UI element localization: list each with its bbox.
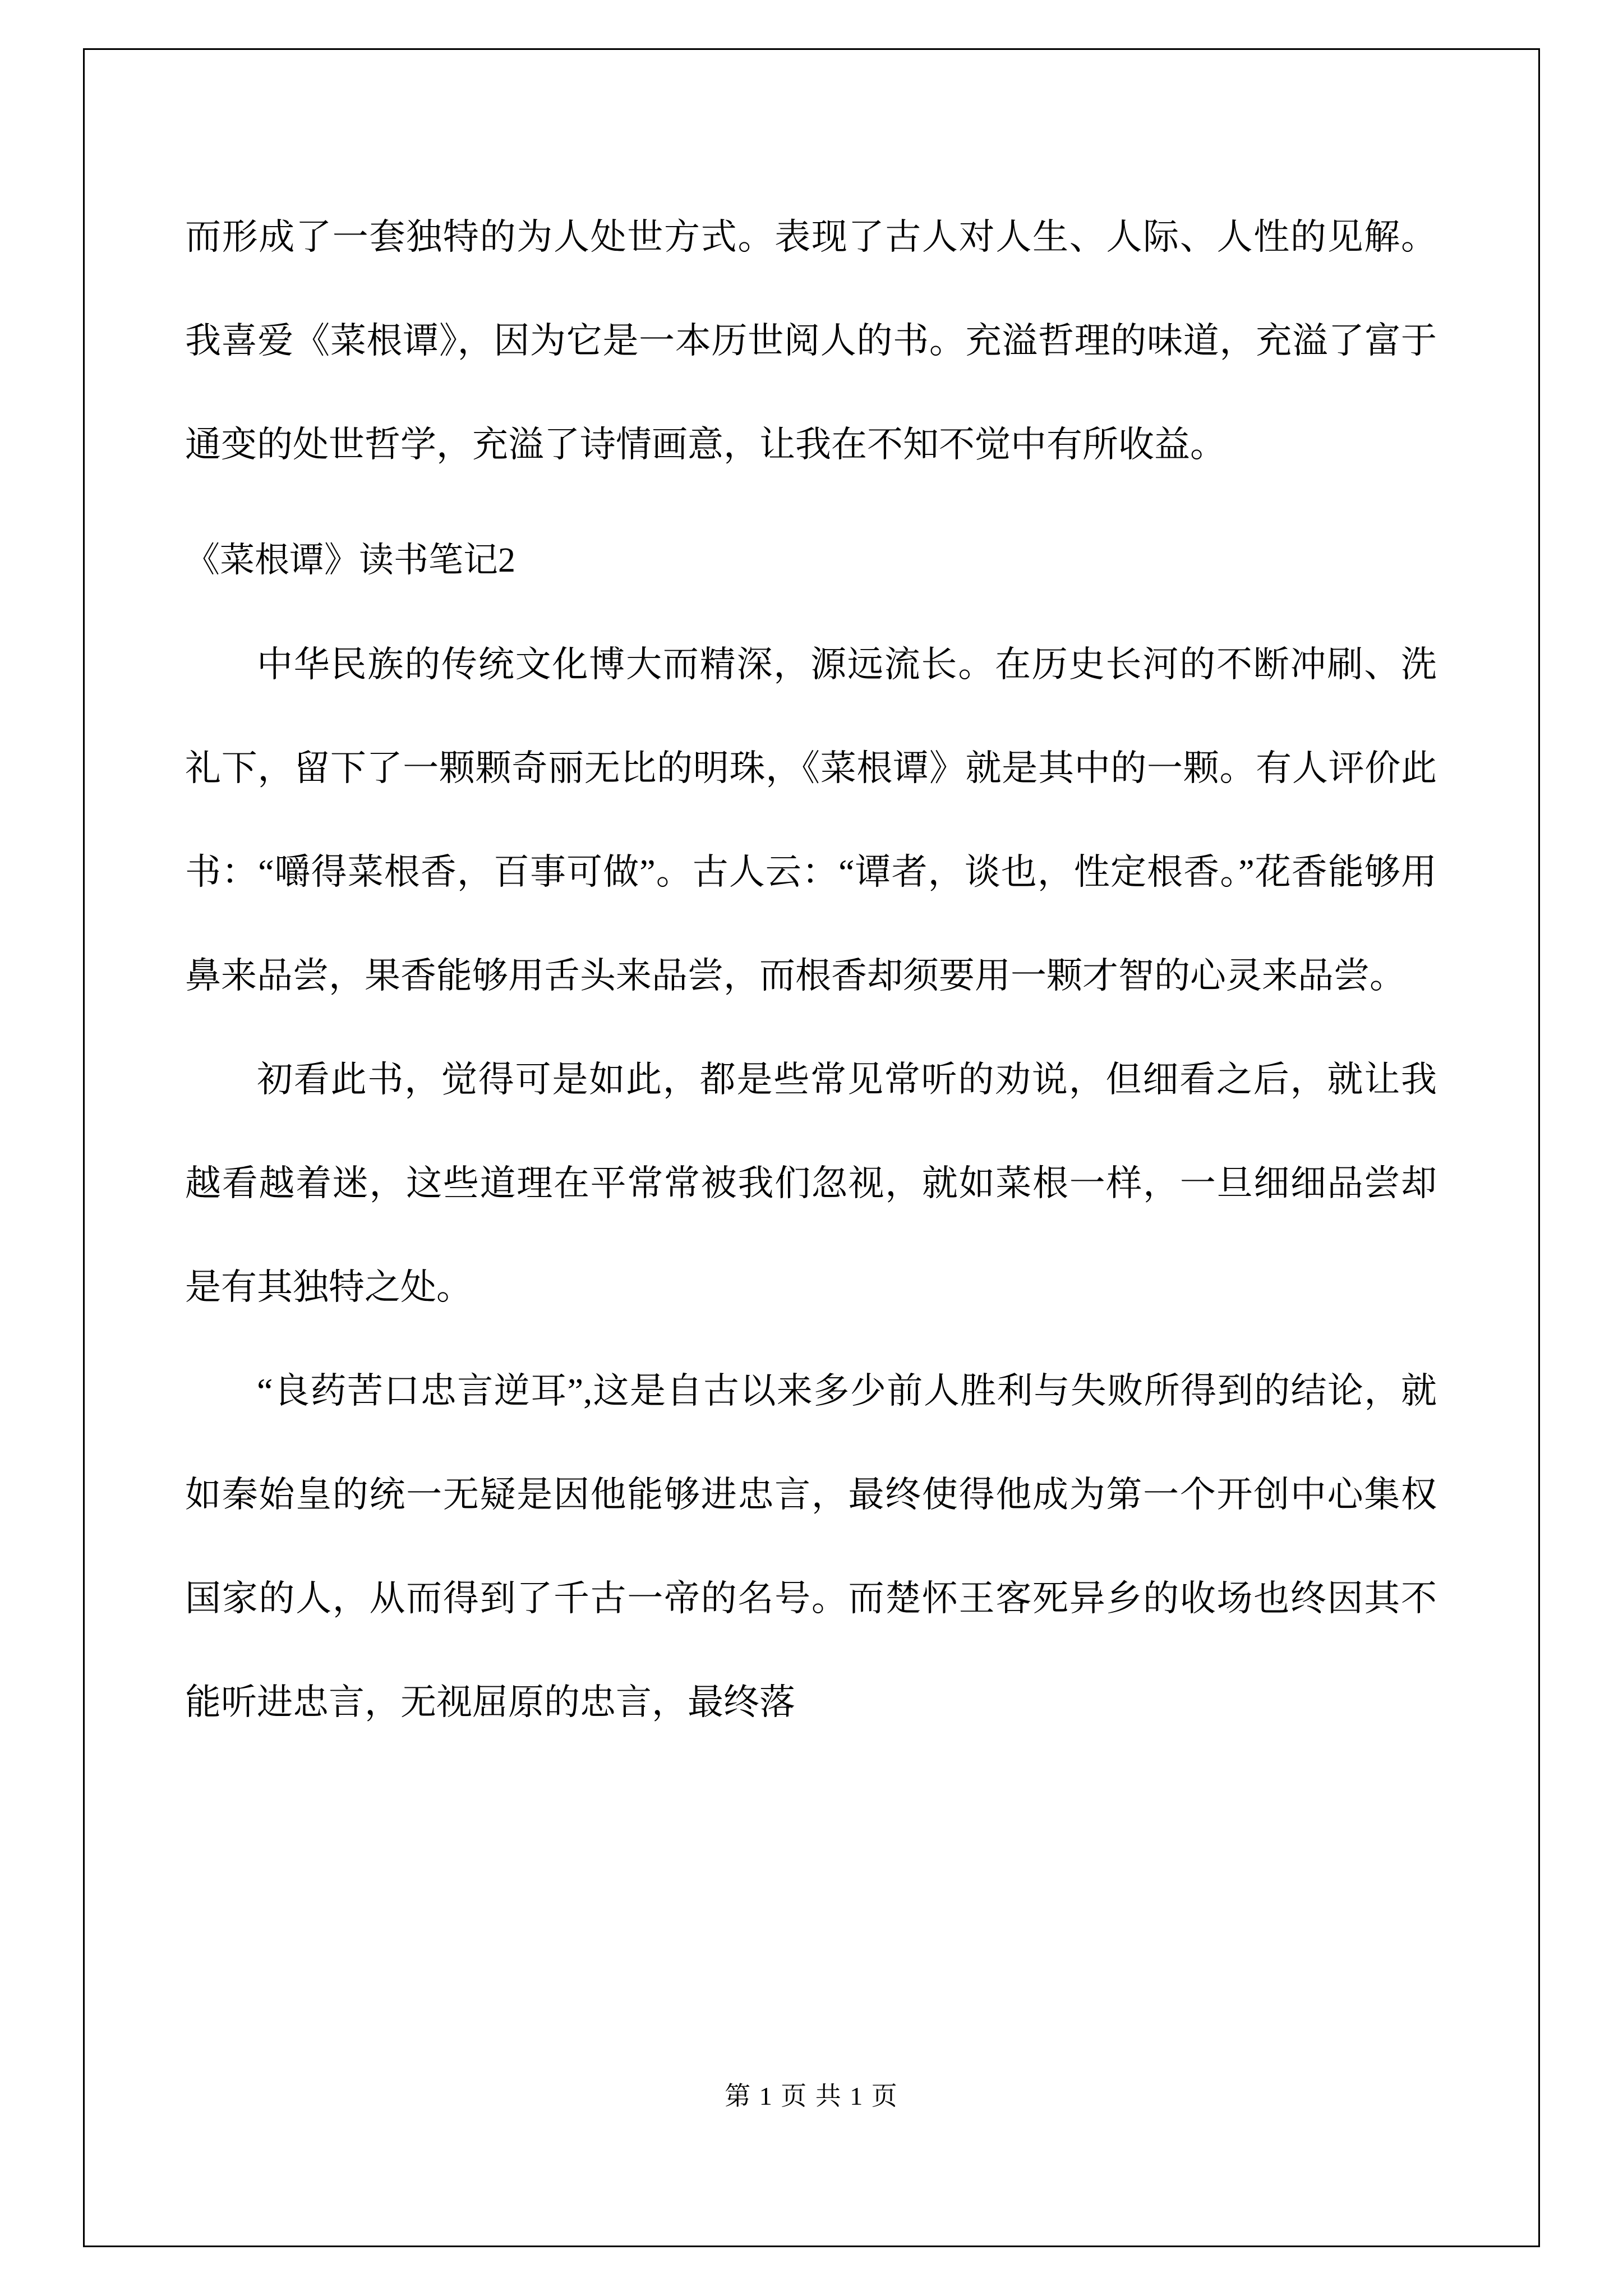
page-footer: 第 1 页 共 1 页 bbox=[725, 2082, 898, 2110]
paragraph-2: 初看此书，觉得可是如此，都是些常见常听的劝说，但细看之后，就让我越看越着迷，这些道理在平常常被我们忽视，就如菜根一样，一旦细细品尝却是有其独特之处。 bbox=[185, 1060, 1437, 1307]
paragraph-3: “良药苦口忠言逆耳”,这是自古以来多少前人胜利与失败所得到的结论，就如秦始皇的统一无疑是因他能够进忠言，最终使得他成为第一个开创中心集权国家的人，从而得到了千古一帝的名号。而楚怀王客死异乡的收场也终因其不能听进忠言，无视屈原的忠言，最终落 bbox=[185, 1371, 1437, 1722]
section-heading: 《菜根谭》读书笔记2 bbox=[185, 541, 516, 579]
paragraph-1: 中华民族的传统文化博大而精深，源远流长。在历史长河的不断冲刷、洗礼下，留下了一颗颗奇丽无比的明珠，《菜根谭》就是其中的一颗。有人评价此书：“嚼得菜根香，百事可做”。古人云：“谭者，谈也，性定根香。”花香能够用鼻来品尝，果香能够用舌头来品尝，而根香却须要用一颗才智的心灵来品尝。 bbox=[185, 645, 1437, 996]
paragraph-continued: 而形成了一套独特的为人处世方式。表现了古人对人生、人际、人性的见解。我喜爱《菜根谭》，因为它是一本历世阅人的书。充溢哲理的味道，充溢了富于通变的处世哲学，充溢了诗情画意，让我在不知不觉中有所收益。 bbox=[185, 217, 1437, 464]
spacer bbox=[185, 496, 1437, 509]
page-content bbox=[185, 185, 1437, 1754]
